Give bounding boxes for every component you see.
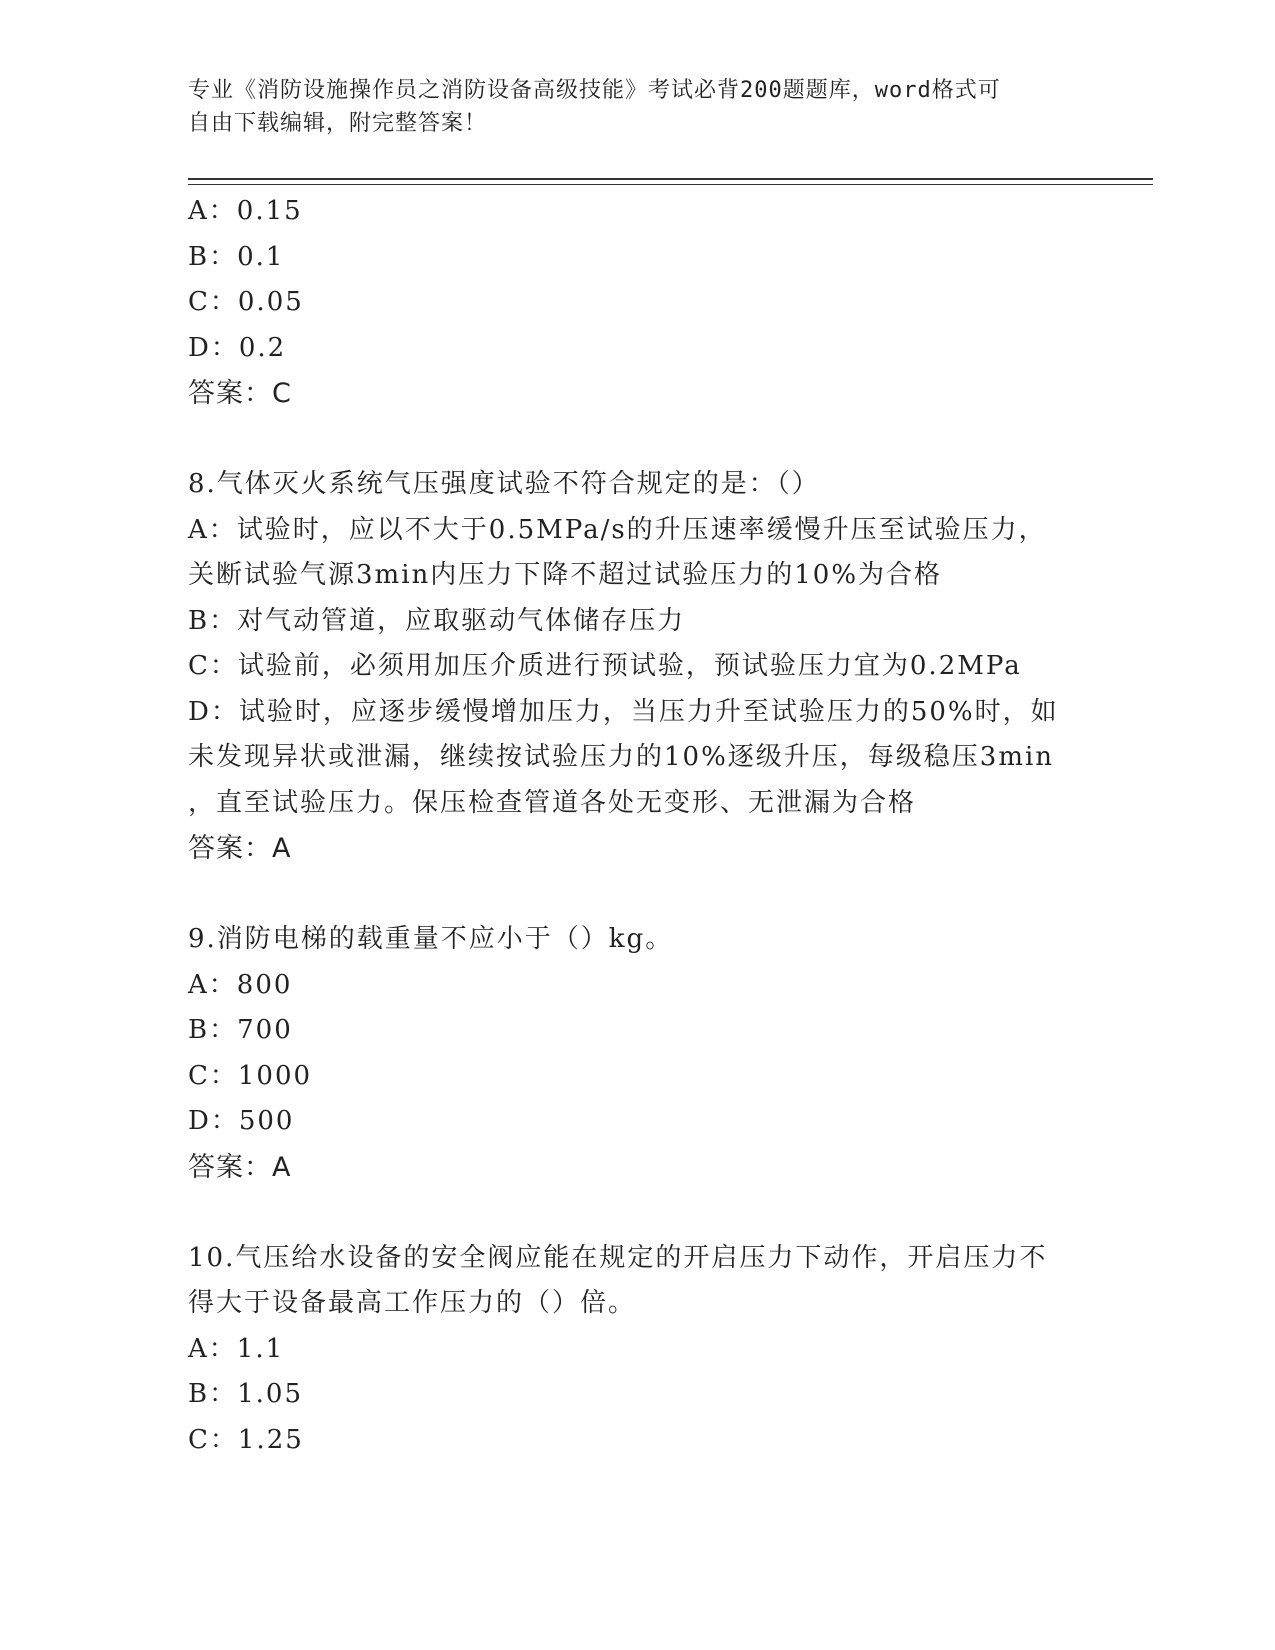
header-divider-thick bbox=[188, 178, 1153, 180]
q10-option-a: A：1.1 bbox=[188, 1333, 285, 1364]
header-divider-thin bbox=[188, 184, 1153, 185]
q7-option-c: C：0.05 bbox=[188, 287, 304, 317]
q8-answer: 答案：A bbox=[188, 833, 292, 864]
q8-option-a-line-1: A：试验时，应以不大于0.5MPa/s的升压速率缓慢升压至试验压力， bbox=[188, 514, 1047, 545]
q8-option-a-line-2: 关断试验气源3min内压力下降不超过试验压力的10%为合格 bbox=[188, 560, 943, 590]
q8-option-d-line-3: ，直至试验压力。保压检查管道各处无变形、无泄漏为合格 bbox=[188, 787, 917, 818]
question-9-block bbox=[188, 917, 1088, 1190]
q8-question: 8.气体灭火系统气压强度试验不符合规定的是：（） bbox=[188, 469, 820, 499]
q8-option-d-line-2: 未发现异状或泄漏，继续按试验压力的10%逐级升压，每级稳压3min bbox=[188, 742, 1055, 772]
question-list bbox=[188, 189, 1088, 1463]
q10-option-c: C：1.25 bbox=[188, 1424, 304, 1455]
q8-option-d-line-1: D：试验时，应逐步缓慢增加压力，当压力升至试验压力的50%时，如 bbox=[188, 696, 1059, 727]
spacer bbox=[188, 1190, 1088, 1236]
q7-option-d: D：0.2 bbox=[188, 332, 287, 363]
header-line-2: 自由下载编辑，附完整答案！ bbox=[188, 111, 488, 136]
q9-question: 9.消防电梯的载重量不应小于（）kg。 bbox=[188, 924, 674, 954]
q10-question-line-2: 得大于设备最高工作压力的（）倍。 bbox=[188, 1288, 637, 1318]
q9-option-a: A：800 bbox=[188, 969, 293, 1000]
header-line-1: 专业《消防设施操作员之消防设备高级技能》考试必背200题题库，word格式可 bbox=[188, 78, 1001, 103]
q8-option-c: C：试验前，必须用加压介质进行预试验，预试验压力宜为0.2MPa bbox=[188, 651, 1022, 681]
q9-option-b: B：700 bbox=[188, 1015, 293, 1045]
q10-question-line-1: 10.气压给水设备的安全阀应能在规定的开启压力下动作，开启压力不 bbox=[188, 1242, 1048, 1273]
q9-option-d: D：500 bbox=[188, 1106, 295, 1136]
q7-option-b: B：0.1 bbox=[188, 241, 285, 272]
spacer bbox=[188, 417, 1088, 463]
question-8-block bbox=[188, 462, 1088, 872]
q9-option-c: C：1000 bbox=[188, 1060, 313, 1091]
q8-option-b: B：对气动管道，应取驱动气体储存压力 bbox=[188, 605, 686, 636]
q10-option-b: B：1.05 bbox=[188, 1379, 303, 1409]
spacer bbox=[188, 872, 1088, 918]
q7-answer: 答案：C bbox=[188, 378, 292, 409]
q9-answer: 答案：A bbox=[188, 1151, 292, 1183]
question-10-block bbox=[188, 1236, 1088, 1464]
q7-option-a: A：0.15 bbox=[188, 196, 303, 226]
question-7-block bbox=[188, 189, 1088, 417]
document-header bbox=[188, 74, 1068, 140]
